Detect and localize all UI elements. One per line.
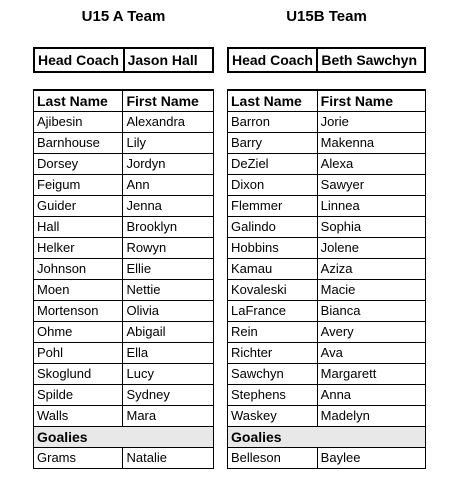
player-row <box>228 343 426 364</box>
last-name-cell: Walls <box>34 406 123 427</box>
first-name-cell: Ann <box>123 175 214 196</box>
team-b-coach-table <box>227 47 426 73</box>
last-name-cell: Ohme <box>34 322 123 343</box>
last-name-cell: DeZiel <box>228 154 318 175</box>
last-name-cell: Kovaleski <box>228 280 318 301</box>
last-name-cell: Waskey <box>228 406 318 427</box>
last-name-cell: LaFrance <box>228 301 318 322</box>
column-header-last-name: Last Name <box>228 90 318 112</box>
last-name-cell: Johnson <box>34 259 123 280</box>
team-a-title: U15 A Team <box>81 8 166 25</box>
last-name-cell: Spilde <box>34 385 123 406</box>
team-a-goalie-rows <box>34 448 214 469</box>
player-row <box>228 154 426 175</box>
player-row <box>228 133 426 154</box>
first-name-cell: Madelyn <box>317 406 425 427</box>
player-row <box>34 343 214 364</box>
first-name-cell: Abigail <box>123 322 214 343</box>
team-b-goalie-rows <box>228 448 426 469</box>
last-name-cell: Barnhouse <box>34 133 123 154</box>
team-a-coach-row <box>34 48 213 72</box>
team-a-player-rows <box>34 112 214 427</box>
first-name-cell: Avery <box>317 322 425 343</box>
player-row <box>34 217 214 238</box>
player-row <box>228 406 426 427</box>
column-header-first-name: First Name <box>123 90 214 112</box>
first-name-cell: Macie <box>317 280 425 301</box>
last-name-cell: Stephens <box>228 385 318 406</box>
goalies-label: Goalies <box>228 427 426 448</box>
player-row <box>228 385 426 406</box>
player-row <box>34 154 214 175</box>
team-b-roster-table <box>227 89 426 469</box>
first-name-cell: Sydney <box>123 385 214 406</box>
player-row <box>228 301 426 322</box>
first-name-cell: Bianca <box>317 301 425 322</box>
player-row <box>34 259 214 280</box>
first-name-cell: Olivia <box>123 301 214 322</box>
team-b-player-rows <box>228 112 426 427</box>
player-row <box>34 364 214 385</box>
team-b-roster-header <box>228 90 426 112</box>
player-row <box>228 280 426 301</box>
first-name-cell: Alexandra <box>123 112 214 133</box>
team-a-roster-header <box>34 90 214 112</box>
first-name-cell: Ava <box>317 343 425 364</box>
last-name-cell: Sawchyn <box>228 364 318 385</box>
first-name-cell: Sophia <box>317 217 425 238</box>
first-name-cell: Jorie <box>317 112 425 133</box>
head-coach-name: Jason Hall <box>124 48 213 72</box>
first-name-cell: Ellie <box>123 259 214 280</box>
first-name-cell: Brooklyn <box>123 217 214 238</box>
last-name-cell: Pohl <box>34 343 123 364</box>
player-row <box>228 364 426 385</box>
team-a-coach-table <box>33 47 214 73</box>
player-row <box>228 217 426 238</box>
last-name-cell: Hall <box>34 217 123 238</box>
last-name-cell: Rein <box>228 322 318 343</box>
first-name-cell: Natalie <box>123 448 214 469</box>
goalies-label: Goalies <box>34 427 214 448</box>
team-a-goalies-header <box>34 427 214 448</box>
last-name-cell: Kamau <box>228 259 318 280</box>
last-name-cell: Belleson <box>228 448 318 469</box>
last-name-cell: Dixon <box>228 175 318 196</box>
player-row <box>34 322 214 343</box>
player-row <box>34 112 214 133</box>
first-name-cell: Mara <box>123 406 214 427</box>
last-name-cell: Galindo <box>228 217 318 238</box>
last-name-cell: Moen <box>34 280 123 301</box>
player-row <box>34 133 214 154</box>
first-name-cell: Anna <box>317 385 425 406</box>
first-name-cell: Jordyn <box>123 154 214 175</box>
first-name-cell: Makenna <box>317 133 425 154</box>
player-row <box>34 301 214 322</box>
goalie-row <box>228 448 426 469</box>
player-row <box>228 175 426 196</box>
team-b-goalies-header <box>228 427 426 448</box>
goalie-row <box>34 448 214 469</box>
head-coach-label: Head Coach <box>34 48 124 72</box>
first-name-cell: Alexa <box>317 154 425 175</box>
first-name-cell: Rowyn <box>123 238 214 259</box>
last-name-cell: Flemmer <box>228 196 318 217</box>
team-a-roster-table <box>33 89 214 469</box>
first-name-cell: Lily <box>123 133 214 154</box>
last-name-cell: Mortenson <box>34 301 123 322</box>
last-name-cell: Guider <box>34 196 123 217</box>
column-header-first-name: First Name <box>317 90 425 112</box>
first-name-cell: Aziza <box>317 259 425 280</box>
first-name-cell: Margarett <box>317 364 425 385</box>
player-row <box>228 259 426 280</box>
player-row <box>34 238 214 259</box>
player-row <box>34 280 214 301</box>
player-row <box>34 196 214 217</box>
first-name-cell: Sawyer <box>317 175 425 196</box>
first-name-cell: Nettie <box>123 280 214 301</box>
player-row <box>34 385 214 406</box>
team-b-title: U15B Team <box>286 8 367 25</box>
column-header-last-name: Last Name <box>34 90 123 112</box>
first-name-cell: Linnea <box>317 196 425 217</box>
last-name-cell: Helker <box>34 238 123 259</box>
player-row <box>228 238 426 259</box>
last-name-cell: Richter <box>228 343 318 364</box>
first-name-cell: Jolene <box>317 238 425 259</box>
last-name-cell: Ajibesin <box>34 112 123 133</box>
player-row <box>228 112 426 133</box>
last-name-cell: Skoglund <box>34 364 123 385</box>
last-name-cell: Feigum <box>34 175 123 196</box>
player-row <box>34 175 214 196</box>
last-name-cell: Barry <box>228 133 318 154</box>
player-row <box>34 406 214 427</box>
first-name-cell: Ella <box>123 343 214 364</box>
first-name-cell: Lucy <box>123 364 214 385</box>
first-name-cell: Baylee <box>317 448 425 469</box>
last-name-cell: Hobbins <box>228 238 318 259</box>
last-name-cell: Grams <box>34 448 123 469</box>
first-name-cell: Jenna <box>123 196 214 217</box>
last-name-cell: Barron <box>228 112 318 133</box>
player-row <box>228 196 426 217</box>
team-b-coach-row <box>228 48 425 72</box>
player-row <box>228 322 426 343</box>
last-name-cell: Dorsey <box>34 154 123 175</box>
head-coach-name: Beth Sawchyn <box>317 48 425 72</box>
head-coach-label: Head Coach <box>228 48 317 72</box>
